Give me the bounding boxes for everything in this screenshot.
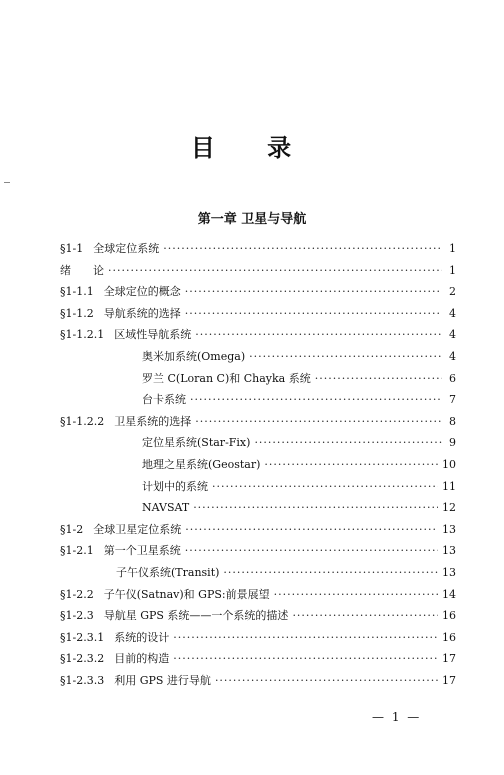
section-title: 子午仪(Satnav)和 GPS:前景展望 bbox=[103, 587, 270, 601]
leader-dots bbox=[163, 238, 442, 260]
toc-entry bbox=[60, 454, 456, 476]
page-number: 8 bbox=[449, 414, 456, 428]
leader-dots bbox=[292, 605, 438, 627]
section-number: §1-1.2 bbox=[60, 306, 94, 320]
leader-dots bbox=[223, 562, 438, 584]
section-title: 全球定位系统 bbox=[93, 242, 160, 255]
page-number: 17 bbox=[442, 673, 456, 687]
toc-entry bbox=[60, 346, 456, 368]
section-title: 全球卫星定位系统 bbox=[93, 522, 182, 536]
page-number: 17 bbox=[442, 652, 456, 666]
section-title: 子午仪系统(Transit) bbox=[116, 565, 220, 579]
page-number: 4 bbox=[449, 328, 456, 342]
leader-dots bbox=[185, 540, 438, 562]
section-title: 奥米加系统(Omega) bbox=[142, 349, 246, 363]
section-number: §1-1 bbox=[60, 242, 84, 255]
page-number: 9 bbox=[449, 436, 456, 450]
toc-entry bbox=[60, 648, 456, 670]
page-number: 12 bbox=[442, 501, 456, 515]
toc-entry bbox=[60, 303, 456, 325]
toc-entry bbox=[60, 497, 456, 519]
leader-dots bbox=[212, 476, 438, 498]
section-number: §1-2.3.1 bbox=[60, 630, 105, 644]
toc-entry bbox=[60, 562, 456, 584]
section-number: §1-2.2 bbox=[60, 587, 94, 601]
section-title: 目前的构造 bbox=[114, 652, 170, 666]
page-number: 13 bbox=[442, 565, 456, 579]
toc-entry bbox=[60, 281, 456, 303]
leader-dots bbox=[249, 346, 442, 368]
leader-dots bbox=[185, 519, 438, 541]
section-title: 导航星 GPS 系统——一个系统的描述 bbox=[103, 609, 289, 623]
leader-dots bbox=[254, 432, 442, 454]
leader-dots bbox=[190, 389, 442, 411]
section-number: §1-2 bbox=[60, 522, 84, 536]
leader-dots bbox=[193, 497, 438, 519]
section-title: 区域性导航系统 bbox=[114, 328, 192, 342]
leader-dots bbox=[173, 627, 438, 649]
section-title: 第一个卫星系统 bbox=[103, 544, 181, 558]
leader-dots bbox=[195, 324, 442, 346]
toc-entry bbox=[60, 584, 456, 606]
section-title: 定位星系统(Star-Fix) bbox=[142, 436, 251, 450]
section-number: 绪 bbox=[60, 263, 71, 277]
page-number: 4 bbox=[449, 306, 456, 320]
toc-entry bbox=[60, 432, 456, 454]
section-number: §1-2.1 bbox=[60, 544, 94, 558]
page-number: 2 bbox=[449, 285, 456, 299]
toc-entry bbox=[60, 476, 456, 498]
section-title: 地理之星系统(Geostar) bbox=[142, 457, 261, 471]
toc-entry bbox=[60, 324, 456, 346]
page-title: 目 录 bbox=[190, 133, 314, 162]
section-number: §1-2.3.2 bbox=[60, 652, 105, 666]
page-number: 16 bbox=[442, 609, 456, 623]
toc-entry bbox=[60, 519, 456, 541]
page-number: 7 bbox=[449, 393, 456, 407]
toc-entry bbox=[60, 389, 456, 411]
leader-dots bbox=[173, 648, 438, 670]
page-number: 14 bbox=[442, 587, 456, 601]
toc-entry bbox=[60, 411, 456, 433]
section-title: 台卡系统 bbox=[142, 393, 186, 407]
scan-mark bbox=[4, 182, 10, 183]
leader-dots bbox=[274, 584, 438, 606]
page-number: 4 bbox=[449, 349, 456, 363]
page-number: 13 bbox=[442, 544, 456, 558]
section-title: 全球定位的概念 bbox=[103, 285, 181, 299]
toc-entry bbox=[60, 540, 456, 562]
leader-dots bbox=[108, 260, 442, 282]
section-title: 计划中的系统 bbox=[142, 479, 208, 493]
leader-dots bbox=[315, 368, 442, 390]
toc-entry bbox=[60, 368, 456, 390]
section-title: 导航系统的选择 bbox=[103, 306, 181, 320]
section-number: §1-2.3 bbox=[60, 609, 94, 623]
section-title: 系统的设计 bbox=[114, 630, 170, 644]
toc-entry bbox=[60, 670, 456, 692]
page-number: 1 bbox=[449, 263, 456, 277]
table-of-contents bbox=[60, 238, 456, 691]
section-number: §1-1.2.2 bbox=[60, 414, 105, 428]
page-footer-number: — 1 — bbox=[372, 710, 422, 724]
section-title: 罗兰 C(Loran C)和 Chayka 系统 bbox=[142, 371, 311, 385]
leader-dots bbox=[185, 281, 442, 303]
page-number: 16 bbox=[442, 630, 456, 644]
toc-entry bbox=[60, 238, 456, 260]
leader-dots bbox=[215, 670, 438, 692]
leader-dots bbox=[195, 411, 442, 433]
toc-entry bbox=[60, 605, 456, 627]
page-number: 11 bbox=[442, 479, 456, 493]
section-title: 论 bbox=[93, 263, 104, 277]
toc-entry bbox=[60, 627, 456, 649]
page-number: 1 bbox=[449, 242, 456, 255]
leader-dots bbox=[264, 454, 438, 476]
page-number: 13 bbox=[442, 522, 456, 536]
section-title: 利用 GPS 进行导航 bbox=[114, 673, 211, 687]
section-number: §1-1.2.1 bbox=[60, 328, 105, 342]
page-number: 6 bbox=[449, 371, 456, 385]
section-number: §1-1.1 bbox=[60, 285, 94, 299]
toc-entry bbox=[60, 260, 456, 282]
section-title: 卫星系统的选择 bbox=[114, 414, 192, 428]
chapter-title: 第一章 卫星与导航 bbox=[197, 212, 307, 227]
leader-dots bbox=[185, 303, 442, 325]
section-number: §1-2.3.3 bbox=[60, 673, 105, 687]
page-number: 10 bbox=[442, 457, 456, 471]
section-title: NAVSAT bbox=[142, 501, 190, 515]
